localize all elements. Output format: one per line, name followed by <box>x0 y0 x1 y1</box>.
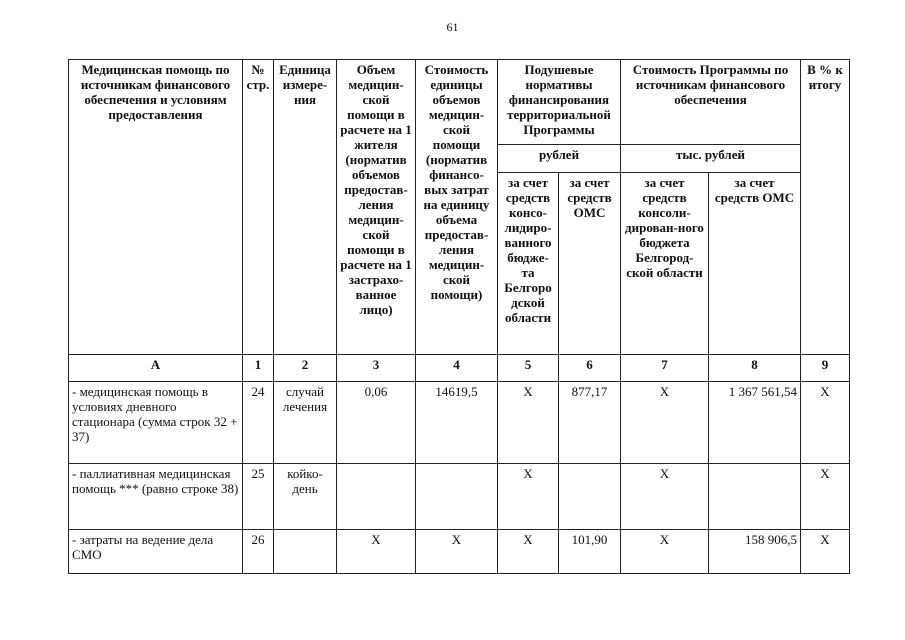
header-col-7: за счет средств консоли-дирован-ного бюджета Белгород-ской области <box>621 173 709 355</box>
header-unit-rub: рублей <box>498 145 621 173</box>
row-number: 26 <box>243 530 274 574</box>
row-unit <box>274 530 337 574</box>
index-cell: 6 <box>559 355 621 382</box>
row-col-7: Х <box>621 530 709 574</box>
header-col-1: № стр. <box>243 60 274 355</box>
header-col-6: за счет средств ОМС <box>559 173 621 355</box>
header-col-4: Стоимость единицы объемов медицин-ской помощи (норматив финансо-вых затрат на единицу объема предостав-ления медицин-ской помощи) <box>416 60 498 355</box>
row-volume: Х <box>337 530 416 574</box>
row-name: - паллиативная медицинская помощь *** (равно строке 38) <box>69 464 243 530</box>
row-col-5: Х <box>498 530 559 574</box>
header-col-a: Медицинская помощь по источникам финансового обеспечения и условиям предоставления <box>69 60 243 355</box>
row-volume <box>337 464 416 530</box>
page-number: 61 <box>446 20 459 34</box>
index-cell: 5 <box>498 355 559 382</box>
row-col-6: 877,17 <box>559 382 621 464</box>
index-row <box>69 355 850 382</box>
row-col-5: Х <box>498 382 559 464</box>
row-col-9: Х <box>801 530 850 574</box>
row-col-9: Х <box>801 382 850 464</box>
table-row <box>69 382 850 464</box>
row-col-6: 101,90 <box>559 530 621 574</box>
financing-table <box>68 59 850 574</box>
header-col-8: за счет средств ОМС <box>709 173 801 355</box>
index-cell: 4 <box>416 355 498 382</box>
index-cell: 7 <box>621 355 709 382</box>
index-cell: 2 <box>274 355 337 382</box>
row-col-8: 158 906,5 <box>709 530 801 574</box>
row-number: 24 <box>243 382 274 464</box>
header-group-percapita: Подушевые нормативы финансирования территориальной Программы <box>498 60 621 145</box>
header-col-5: за счет средств консо-лидиро-ванного бюдже-та Белгоро дской области <box>498 173 559 355</box>
row-col-8 <box>709 464 801 530</box>
row-col-9: Х <box>801 464 850 530</box>
index-cell: 1 <box>243 355 274 382</box>
row-name: - медицинская помощь в условиях дневного стационара (сумма строк 32 + 37) <box>69 382 243 464</box>
row-number: 25 <box>243 464 274 530</box>
row-cost <box>416 464 498 530</box>
row-unit: случай лечения <box>274 382 337 464</box>
row-col-7: Х <box>621 382 709 464</box>
row-cost: 14619,5 <box>416 382 498 464</box>
header-row-1 <box>69 60 850 145</box>
row-volume: 0,06 <box>337 382 416 464</box>
row-col-8: 1 367 561,54 <box>709 382 801 464</box>
index-cell: 3 <box>337 355 416 382</box>
table-row <box>69 530 850 574</box>
index-cell: 9 <box>801 355 850 382</box>
header-unit-thousand-rub: тыс. рублей <box>621 145 801 173</box>
index-cell: А <box>69 355 243 382</box>
row-unit: койко-день <box>274 464 337 530</box>
header-col-2: Единица измере-ния <box>274 60 337 355</box>
row-cost: Х <box>416 530 498 574</box>
row-col-6 <box>559 464 621 530</box>
table-row <box>69 464 850 530</box>
header-group-cost: Стоимость Программы по источникам финансового обеспечения <box>621 60 801 145</box>
row-col-5: Х <box>498 464 559 530</box>
index-cell: 8 <box>709 355 801 382</box>
row-col-7: Х <box>621 464 709 530</box>
header-col-9: В % к итогу <box>801 60 850 355</box>
row-name: - затраты на ведение дела СМО <box>69 530 243 574</box>
header-col-3: Объем медицин-ской помощи в расчете на 1 жителя (норматив объемов предостав-ления медицин-ской помощи в расчете на 1 застрахо-ванное лицо) <box>337 60 416 355</box>
